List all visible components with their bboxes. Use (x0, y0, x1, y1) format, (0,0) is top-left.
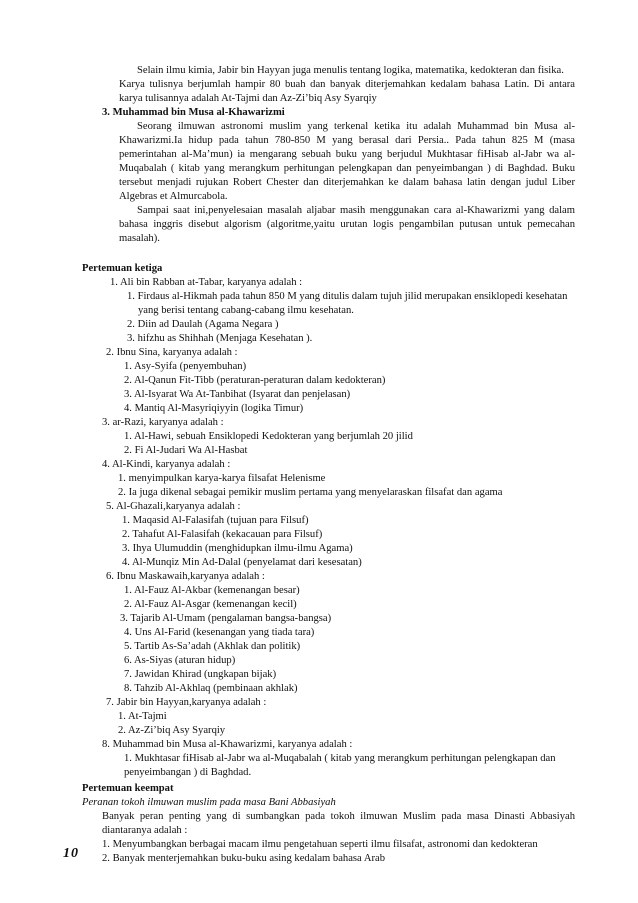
pertemuan-ketiga-title: Pertemuan ketiga (82, 263, 163, 274)
maskawaih-item-1: 1. Al-Fauz Al-Akbar (kemenangan besar) (124, 585, 300, 596)
khawarizmi-para2-line-3: masalah). (119, 233, 160, 244)
khawarizmi-para1-line-5: tersebut menjadi rujukan Robert Chester dan diterjemahkan ke dalam bahasa latin dengan judul Liber (119, 177, 575, 188)
keempat-intro-line-1: Banyak peran penting yang di sumbangkan pada tokoh ilmuwan Muslim pada masa Dinasti Abbasiyah (102, 811, 575, 822)
musa-item-1-line-2: penyeimbangan ) di Baghdad. (124, 767, 252, 778)
maskawaih-item-7: 7. Jawidan Khirad (ungkapan bijak) (124, 669, 277, 680)
rabban-item-3: 3. hifzhu as Shihhah (Menjaga Kesehatan ). (127, 333, 313, 344)
sina-item-1: 1. Asy-Syifa (penyembuhan) (124, 361, 247, 372)
maskawaih-item-4: 4. Uns Al-Farid (kesenangan yang tiada tara) (124, 627, 315, 638)
maskawaih-item-5: 5. Tartib As-Sa’adah (Akhlak dan politik) (124, 641, 301, 652)
khawarizmi-para2-line-1: Sampai saat ini,penyelesaian masalah aljabar masih menggunakan cara al-Khawarizmi yang dalam (137, 205, 575, 216)
ghazali-heading: 5. Al-Ghazali,karyanya adalah : (106, 501, 241, 512)
jabir-paragraph-line-3: karya tulisannya adalah At-Tajmi dan Az-Zi’biq Asy Syarqiy (119, 93, 377, 104)
ghazali-item-4: 4. Al-Munqiz Min Ad-Dalal (penyelamat dari kesesatan) (122, 557, 362, 568)
keempat-intro-line-2: diantaranya adalah : (102, 825, 188, 836)
ghazali-item-1: 1. Maqasid Al-Falasifah (tujuan para Filsuf) (122, 515, 309, 526)
kindi-heading: 4. Al-Kindi, karyanya adalah : (102, 459, 231, 470)
rabban-item-1-line-2: yang berisi tentang cabang-cabang ilmu kesehatan. (138, 305, 354, 316)
pertemuan-keempat-title: Pertemuan keempat (82, 783, 174, 794)
ghazali-item-2: 2. Tahafut Al-Falasifah (kekacauan para Filsuf) (122, 529, 323, 540)
razi-item-2: 2. Fi Al-Judari Wa Al-Hasbat (124, 445, 248, 456)
khawarizmi-para1-line-1: Seorang ilmuwan astronomi muslim yang terkenal ketika itu adalah Muhammad bin Musa al- (137, 121, 575, 132)
page-number: 10 (63, 846, 79, 861)
maskawaih-item-6: 6. As-Siyas (aturan hidup) (124, 655, 236, 666)
sina-item-3: 3. Al-Isyarat Wa At-Tanbihat (Isyarat dan penjelasan) (124, 389, 351, 400)
ghazali-item-3: 3. Ihya Ulumuddin (menghidupkan ilmu-ilmu Agama) (122, 543, 353, 554)
keempat-item-1: 1. Menyumbangkan berbagai macam ilmu pengetahuan seperti ilmu filsafat, astronomi dan kedokteran (102, 839, 538, 850)
sina-heading: 2. Ibnu Sina, karyanya adalah : (106, 347, 238, 358)
khawarizmi-para2-line-2: bahasa inggris disebut algorism (algoritme,yaitu urutan logis pengambilan putusan untuk pemecahan (119, 219, 575, 230)
rabban-item-2: 2. Diin ad Daulah (Agama Negara ) (127, 319, 279, 330)
musa-item-1-line-1: 1. Mukhtasar fiHisab al-Jabr wa al-Muqabalah ( kitab yang merangkum perhitungan pelengkapan dan (124, 753, 556, 764)
khawarizmi-para1-line-6: Algebras et Almurcabola. (119, 191, 228, 202)
sina-item-4: 4. Mantiq Al-Masyriqiyyin (logika Timur) (124, 403, 304, 414)
maskawaih-item-3: 3. Tajarib Al-Umam (pengalaman bangsa-bangsa) (120, 613, 332, 624)
maskawaih-item-2: 2. Al-Fauz Al-Asgar (kemenangan kecil) (124, 599, 297, 610)
sina-item-2: 2. Al-Qanun Fit-Tibb (peraturan-peraturan dalam kedokteran) (124, 375, 386, 386)
razi-item-1: 1. Al-Hawi, sebuah Ensiklopedi Kedokteran yang berjumlah 20 jilid (124, 431, 413, 442)
kindi-item-2: 2. Ia juga dikenal sebagai pemikir muslim pertama yang menyelaraskan filsafat dan agama (118, 487, 503, 498)
razi-heading: 3. ar-Razi, karyanya adalah : (102, 417, 224, 428)
rabban-item-1-line-1: 1. Firdaus al-Hikmah pada tahun 850 M yang ditulis dalam tujuh jilid merupakan ensiklopedi kesehatan (127, 291, 568, 302)
jabir-paragraph-line-1: Selain ilmu kimia, Jabir bin Hayyan juga menulis tentang logika, matematika, kedokteran dan fisika. (137, 65, 564, 76)
jabir-item-2: 2. Az-Zi’biq Asy Syarqiy (118, 725, 226, 736)
khawarizmi-para1-line-4: Muqabalah ( kitab yang merangkum perhitungan pelengkapan dan penyeimbangan ) di Baghdad. Buku (119, 163, 575, 174)
maskawaih-item-8: 8. Tahzib Al-Akhlaq (pembinaan akhlak) (124, 683, 298, 694)
khawarizmi-heading: 3. Muhammad bin Musa al-Khawarizmi (102, 107, 285, 118)
jabir-heading: 7. Jabir bin Hayyan,karyanya adalah : (106, 697, 267, 708)
pertemuan-keempat-subtitle: Peranan tokoh ilmuwan muslim pada masa Bani Abbasiyah (82, 797, 336, 808)
jabir-paragraph-line-2: Karya tulisnya berjumlah hampir 80 buah dan banyak diterjemahkan kedalam bahasa Latin. Di antara (119, 79, 575, 90)
rabban-heading: 1. Ali bin Rabban at-Tabar, karyanya adalah : (110, 277, 303, 288)
keempat-item-2: 2. Banyak menterjemahkan buku-buku asing kedalam bahasa Arab (102, 853, 385, 864)
kindi-item-1: 1. menyimpulkan karya-karya filsafat Helenisme (118, 473, 326, 484)
maskawaih-heading: 6. Ibnu Maskawaih,karyanya adalah : (106, 571, 265, 582)
musa-heading: 8. Muhammad bin Musa al-Khawarizmi, karyanya adalah : (102, 739, 353, 750)
khawarizmi-para1-line-3: pemerintahan al-Ma’mun) ia mengarang sebuah buku yang berjudul Mukhtasar fiHisab al-Jabr wa al- (119, 149, 575, 160)
khawarizmi-para1-line-2: Khawarizmi.Ia hidup pada tahun 780-850 M yang berasal dari Persia.. Pada tahun 825 M (masa (119, 135, 575, 146)
jabir-item-1: 1. At-Tajmi (118, 711, 167, 722)
